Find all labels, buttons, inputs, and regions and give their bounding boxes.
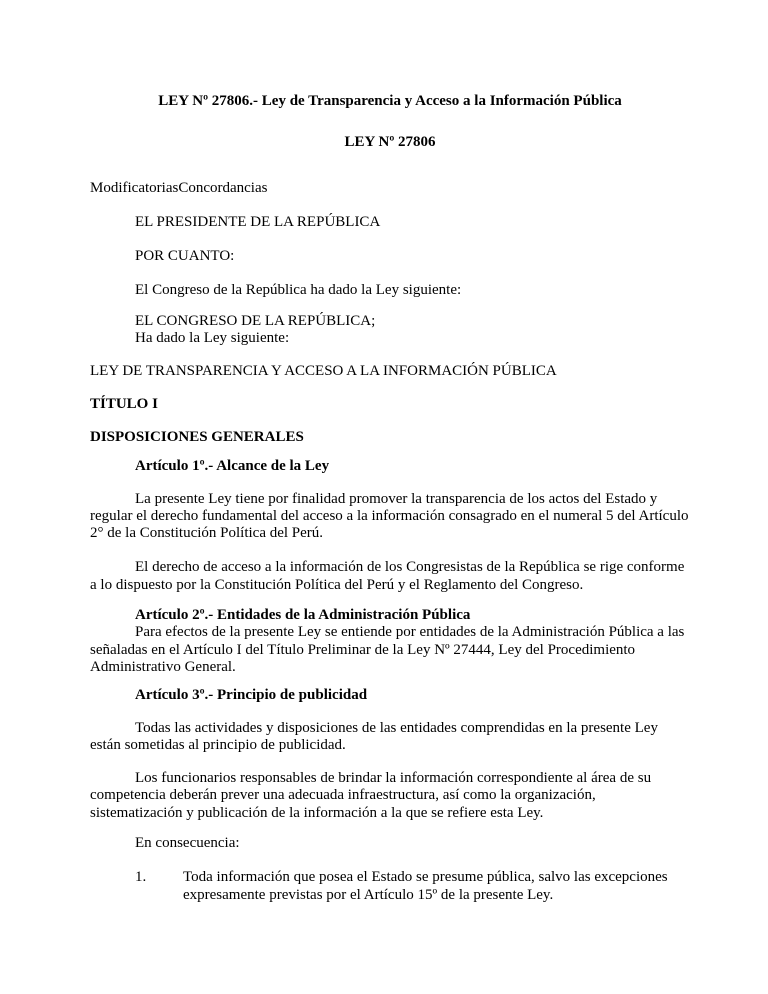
congress-has-given: Ha dado la Ley siguiente: <box>135 330 290 347</box>
article-1-paragraph-1: La presente Ley tiene por finalidad promover la transparencia de los actos del Estado y regular el derecho fundamental del acceso a la información consagrado en el numeral 5 del Artículo 2° de la Constitución Política del Perú. <box>90 490 689 542</box>
article-2-block <box>90 607 690 676</box>
preamble-president: EL PRESIDENTE DE LA REPÚBLICA <box>135 213 381 230</box>
document-title: LEY Nº 27806.- Ley de Transparencia y Acceso a la Información Pública <box>158 93 622 109</box>
article-3-heading: Artículo 3º.- Principio de publicidad <box>135 687 368 704</box>
preamble-por-cuanto: POR CUANTO: <box>135 248 235 265</box>
article-2-paragraph-1: Para efectos de la presente Ley se entiende por entidades de la Administración Pública a las señaladas en el Artículo I del Título Preliminar de la Ley Nº 27444, Ley del Procedimiento Administrativo General. <box>90 624 685 675</box>
article-3-consequence-lead: En consecuencia: <box>135 835 240 852</box>
titulo-i-heading: TÍTULO I <box>90 395 158 412</box>
numbered-list-item-1 <box>135 869 690 904</box>
law-number-heading: LEY Nº 27806 <box>344 134 436 151</box>
modificatorias-label: Modificatorias <box>90 179 179 196</box>
list-item-number: 1. <box>135 869 147 886</box>
preamble-congress-declaration <box>90 313 690 348</box>
article-3-paragraph-1: Todas las actividades y disposiciones de las entidades comprendidas en la presente Ley están sometidas al principio de publicidad. <box>90 719 658 753</box>
article-1-heading: Artículo 1º.- Alcance de la Ley <box>135 458 330 475</box>
concordancias-label: Concordancias <box>178 179 268 196</box>
article-1-paragraph-2: El derecho de acceso a la información de los Congresistas de la República se rige conforme a lo dispuesto por la Constitución Política del Perú y el Reglamento del Congreso. <box>90 559 685 593</box>
chapter-heading: DISPOSICIONES GENERALES <box>90 428 304 445</box>
article-3-paragraph-2: Los funcionarios responsables de brindar la información correspondiente al área de su competencia deberán prever una adecuada infraestructura, así como la organización, sistematización y publicación de la información a la que se refiere esta Ley. <box>90 770 652 821</box>
meta-links-line <box>90 180 690 197</box>
congress-name: EL CONGRESO DE LA REPÚBLICA; <box>135 312 376 329</box>
article-2-heading: Artículo 2º.- Entidades de la Administración Pública <box>135 607 471 624</box>
preamble-congress-has-given-law: El Congreso de la República ha dado la Ley siguiente: <box>135 282 462 299</box>
list-item-text: Toda información que posea el Estado se presume pública, salvo las excepciones expresamente previstas por el Artículo 15º de la presente Ley. <box>183 869 668 903</box>
law-title: LEY DE TRANSPARENCIA Y ACCESO A LA INFORMACIÓN PÚBLICA <box>90 363 557 380</box>
